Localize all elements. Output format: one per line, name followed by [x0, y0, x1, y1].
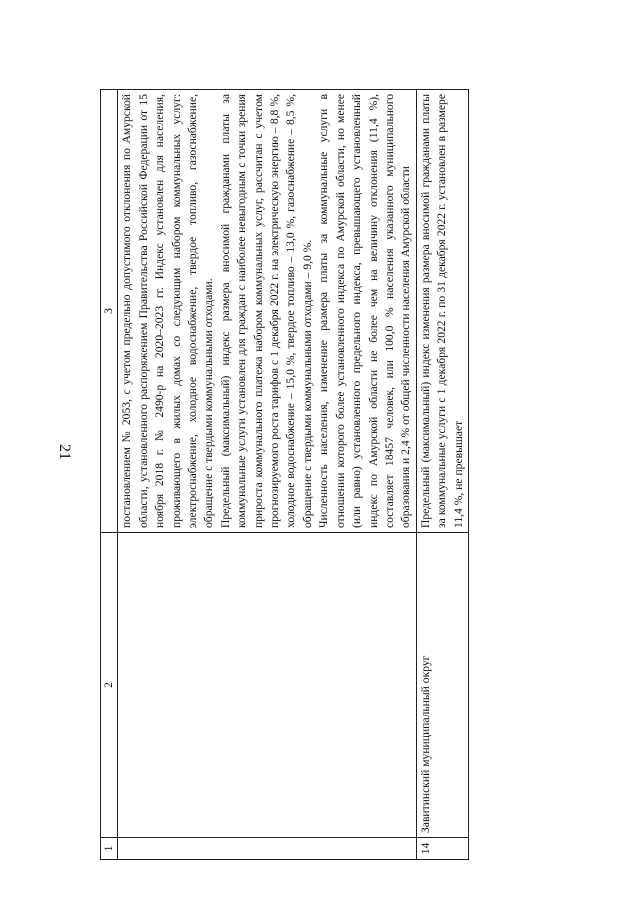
continuation-number-cell [118, 838, 416, 860]
page-number: 21 [56, 444, 73, 460]
paragraph-index-basis: постановлением № 2053, с учетом предельно допустимого отклонения по Амурской области, установленного распоряжением Правительства Российской Федерации от 15 ноября 2018 г. № 2490-р на 2020–2023 гг. Индекс установлен для населения, проживающего в жилых домах со следующим набором коммунальных услуг: электроснабжение, холодное водоснабжение, твердое топливо, газоснабжение, обращение с твердыми коммунальными отходами. [120, 94, 216, 528]
continuation-text-cell [118, 90, 416, 533]
table-header-row [101, 90, 118, 860]
table-row-continuation [118, 90, 416, 860]
row-number: 14 [416, 838, 468, 860]
table-row-14 [416, 90, 468, 860]
rotated-page-content [100, 90, 570, 860]
header-col-3: 3 [101, 90, 118, 533]
municipality-name: Завитинский муниципальный округ [416, 533, 468, 838]
paragraph-max-index: Предельный (максимальный) индекс размера вносимой гражданами платы за коммунальные услуги установлен для граждан с наиболее невыгодным с точки зрения прироста коммунального платежа набором коммунальных услуг, рассчитан с учетом прогнозируемого роста тарифов с 1 декабря 2022 г. на электрическую энергию – 8,8 %, холодное водоснабжение – 15,0 %, твердое топливо – 13,0 %, газоснабжение – 8,5 %, обращение с твердыми коммунальными отходами – 9,0 %. [218, 94, 314, 528]
index-table [100, 89, 469, 860]
row-14-text-cell [416, 90, 468, 533]
paragraph-row-14: Предельный (максимальный) индекс изменения размера вносимой гражданами платы за коммунальные услуги с 1 декабря 2022 г. по 31 декабря 2022 г. установлен в размере 11,4 %, не превышает [418, 94, 465, 528]
header-col-2: 2 [101, 533, 118, 838]
header-col-1: 1 [101, 838, 118, 860]
continuation-name-cell [118, 533, 416, 838]
paragraph-population: Численность населения, изменение размера платы за коммунальные услуги в отношении которого более установленного индекса по Амурской области, но менее (или равно) установленного предельного индекса, превышающего установленный индекс по Амурской области не более чем на величину отклонения (11,4 %), составляет 18457 человек, или 100,0 % населения указанного муниципального образования и 2,4 % от общей численности населения Амурской области [317, 94, 413, 528]
